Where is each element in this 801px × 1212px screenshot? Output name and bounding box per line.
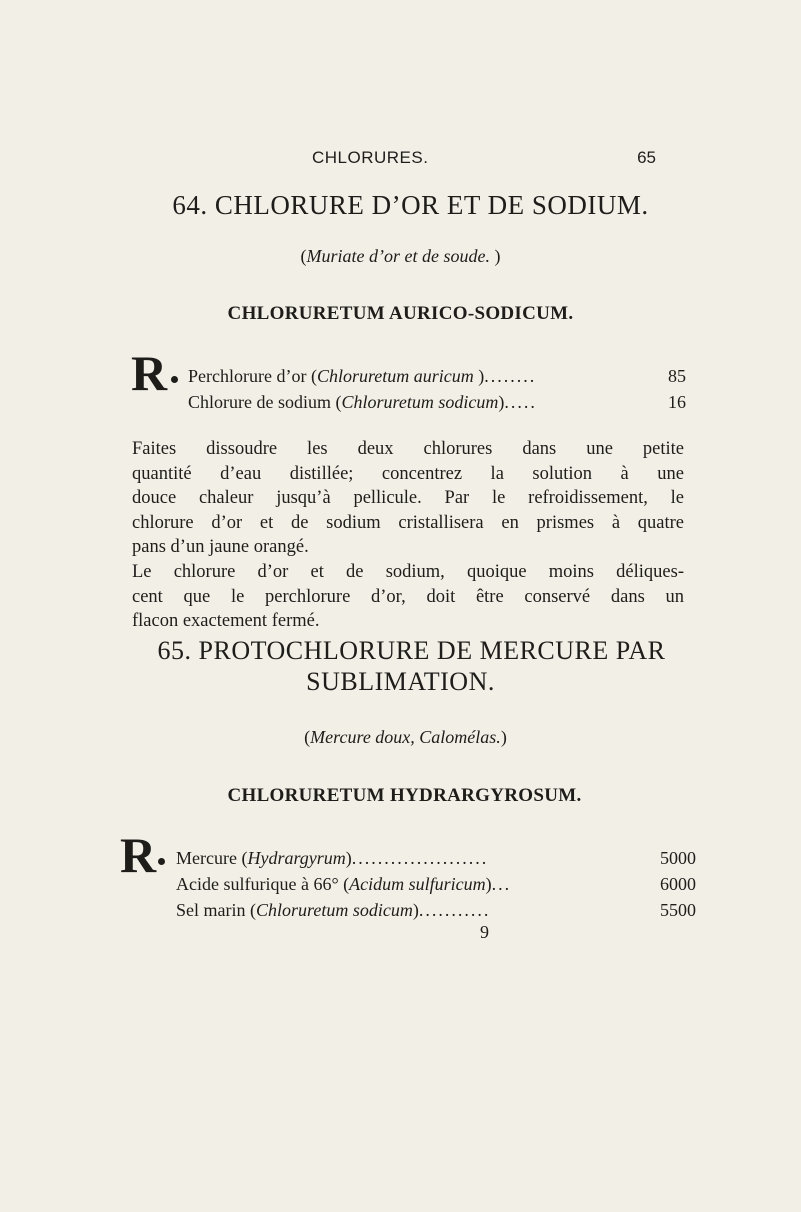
ingredient-close: )	[478, 366, 485, 386]
text-line: quantité d’eau distillée; concentrez la solution à une	[132, 463, 684, 484]
recipe-bullet-icon	[158, 858, 165, 865]
section-65-heading: 65. PROTOCHLORURE DE MERCURE PAR	[157, 636, 666, 665]
running-head	[0, 148, 801, 174]
text-line: Faites dissoudre les deux chlorures dans une petite	[132, 439, 684, 459]
section-64-latin-name: CHLORURETUM AURICO-SODICUM.	[227, 303, 574, 324]
ingredient-label	[176, 874, 511, 895]
ingredient-close: )	[345, 848, 352, 868]
paragraph	[132, 560, 684, 634]
ingredient-latin: Acidum sulfuricum	[349, 874, 486, 894]
ingredient-label	[188, 366, 536, 387]
ingredient-label	[188, 392, 537, 413]
ingredient-close: )	[485, 874, 492, 894]
text-line: chlorure d’or et de sodium cristallisera en prismes à quatre	[132, 512, 684, 533]
ingredient-row	[188, 392, 686, 413]
ingredient-latin: Chloruretum sodicum	[341, 392, 499, 412]
recipe-symbol-icon	[120, 827, 157, 883]
running-title: CHLORURES.	[312, 148, 429, 167]
ingredient-label	[176, 900, 490, 921]
text-line: cent que le perchlorure d’or, doit être conservé dans un	[132, 586, 684, 607]
ingredient-text: Sel marin (	[176, 900, 256, 920]
synonym-text: Muriate d’or et de soude.	[306, 246, 490, 266]
leader-dots: ...........	[418, 900, 491, 920]
section-65-heading-continued: SUBLIMATION.	[306, 667, 495, 696]
ingredient-row	[176, 848, 696, 869]
ingredient-quantity: 5000	[660, 848, 696, 868]
leader-dots: .....................	[351, 848, 489, 868]
ingredient-latin: Chloruretum sodicum	[255, 900, 413, 920]
ingredient-quantity: 16	[668, 392, 686, 412]
ingredient-quantity: 85	[668, 366, 686, 386]
paren-open: (	[304, 727, 311, 747]
recipe-bullet-icon	[171, 376, 178, 383]
ingredient-text: Mercure (	[176, 848, 248, 868]
signature-mark: 9	[480, 922, 489, 942]
page-number: 65	[637, 148, 656, 167]
recipe-symbol-letter: R	[120, 827, 157, 883]
ingredient-text: Chlorure de sodium (	[188, 392, 342, 412]
paragraph	[132, 437, 684, 560]
ingredient-row	[188, 366, 686, 387]
section-64-heading: 64. CHLORURE D’OR ET DE SODIUM.	[172, 190, 649, 220]
text-line: pans d’un jaune orangé.	[132, 537, 309, 557]
synonym-text: Mercure doux, Calomélas.	[310, 727, 501, 747]
leader-dots: ...	[491, 874, 512, 894]
section-65-synonym	[0, 727, 801, 748]
text-line: douce chaleur jusqu’à pellicule. Par le refroidissement, le	[132, 488, 684, 508]
section-65-latin-name: CHLORURETUM HYDRARGYROSUM.	[227, 785, 582, 806]
ingredient-quantity: 5500	[660, 900, 696, 920]
section-64-synonym	[0, 246, 801, 267]
text-line: flacon exactement fermé.	[132, 611, 320, 631]
ingredient-latin: Chloruretum auricum	[316, 366, 474, 386]
ingredient-row	[176, 900, 696, 921]
recipe-symbol-icon	[131, 345, 168, 401]
ingredient-text: Perchlorure d’or (	[188, 366, 317, 386]
paren-open: (	[300, 246, 307, 266]
leader-dots: .....	[504, 392, 537, 412]
leader-dots: ........	[484, 366, 537, 386]
ingredient-text: Acide sulfurique à 66° (	[176, 874, 350, 894]
ingredient-row	[176, 874, 696, 895]
ingredient-quantity: 6000	[660, 874, 696, 894]
ingredient-label	[176, 848, 488, 869]
paren-close: )	[494, 246, 501, 266]
recipe-symbol-letter: R	[131, 345, 168, 401]
paren-close: )	[500, 727, 507, 747]
ingredient-close: )	[498, 392, 505, 412]
ingredient-close: )	[412, 900, 419, 920]
ingredient-latin: Hydrargyrum	[247, 848, 346, 868]
text-line: Le chlorure d’or et de sodium, quoique moins déliques-	[132, 562, 684, 582]
